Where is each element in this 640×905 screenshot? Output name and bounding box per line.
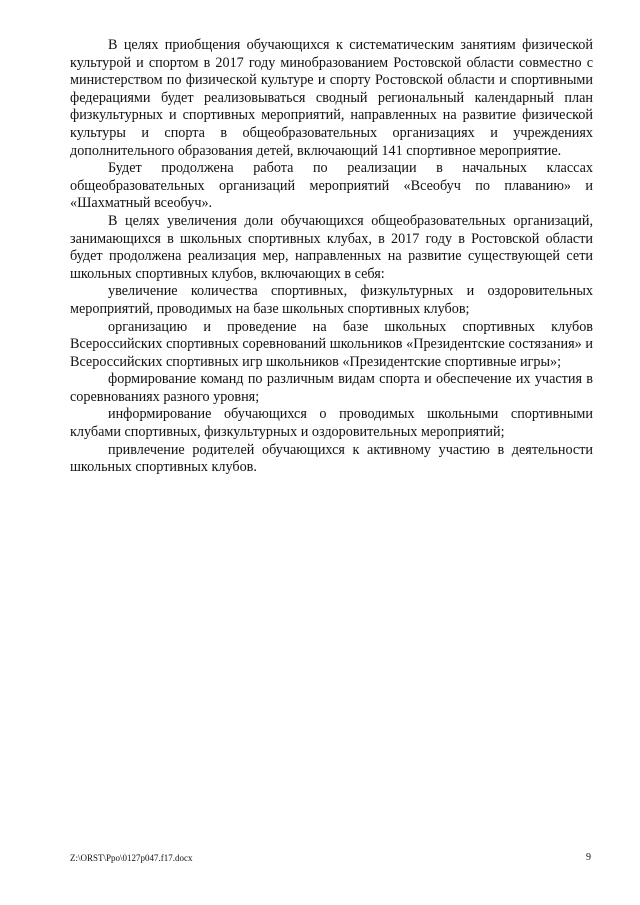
list-item-increase-events: увеличение количества спортивных, физкультурных и оздоровительных мероприятий, проводимых на базе школьных спортивных клубов; xyxy=(70,283,593,317)
paragraph-sports-calendar: В целях приобщения обучающихся к систематическим занятиям физической культурой и спортом в 2017 году минобразованием Ростовской области совместно с министерством по физической культуре и спорту Ростовской области и спортивными федерациями будет реализовываться сводный региональный календарный план физкультурных и спортивных мероприятий, направленных на развитие физической культуры и спорта в общеобразовательных организациях и учреждениях дополнительного образования детей, включающий 141 спортивное мероприятие. xyxy=(70,37,593,159)
footer-file-path: Z:\ORST\Ppo\0127p047.f17.docx xyxy=(70,853,193,863)
list-item-presidential-competitions: организацию и проведение на базе школьных спортивных клубов Всероссийских спортивных соревнований школьников «Президентские состязания» и Всероссийских спортивных игр школьников «Президентские спортивные игры»; xyxy=(70,318,593,370)
list-item-team-formation: формирование команд по различным видам спорта и обеспечение их участия в соревнованиях разного уровня; xyxy=(70,371,593,405)
page-number: 9 xyxy=(586,852,591,863)
list-item-parent-involvement: привлечение родителей обучающихся к активному участию в деятельности школьных спортивных клубов. xyxy=(70,441,593,476)
paragraph-vseobuch: Будет продолжена работа по реализации в начальных классах общеобразовательных организаций мероприятий «Всеобуч по плаванию» и «Шахматный всеобуч». xyxy=(70,160,593,212)
document-body xyxy=(70,37,593,477)
paragraph-school-sports-clubs: В целях увеличения доли обучающихся общеобразовательных организаций, занимающихся в школьных спортивных клубах, в 2017 году в Ростовской области будет продолжена реализация мер, направленных на развитие существующей сети школьных спортивных клубов, включающих в себя: xyxy=(70,212,593,282)
list-item-informing-students: информирование обучающихся о проводимых школьными спортивными клубами спортивных, физкультурных и оздоровительных мероприятий; xyxy=(70,406,593,441)
